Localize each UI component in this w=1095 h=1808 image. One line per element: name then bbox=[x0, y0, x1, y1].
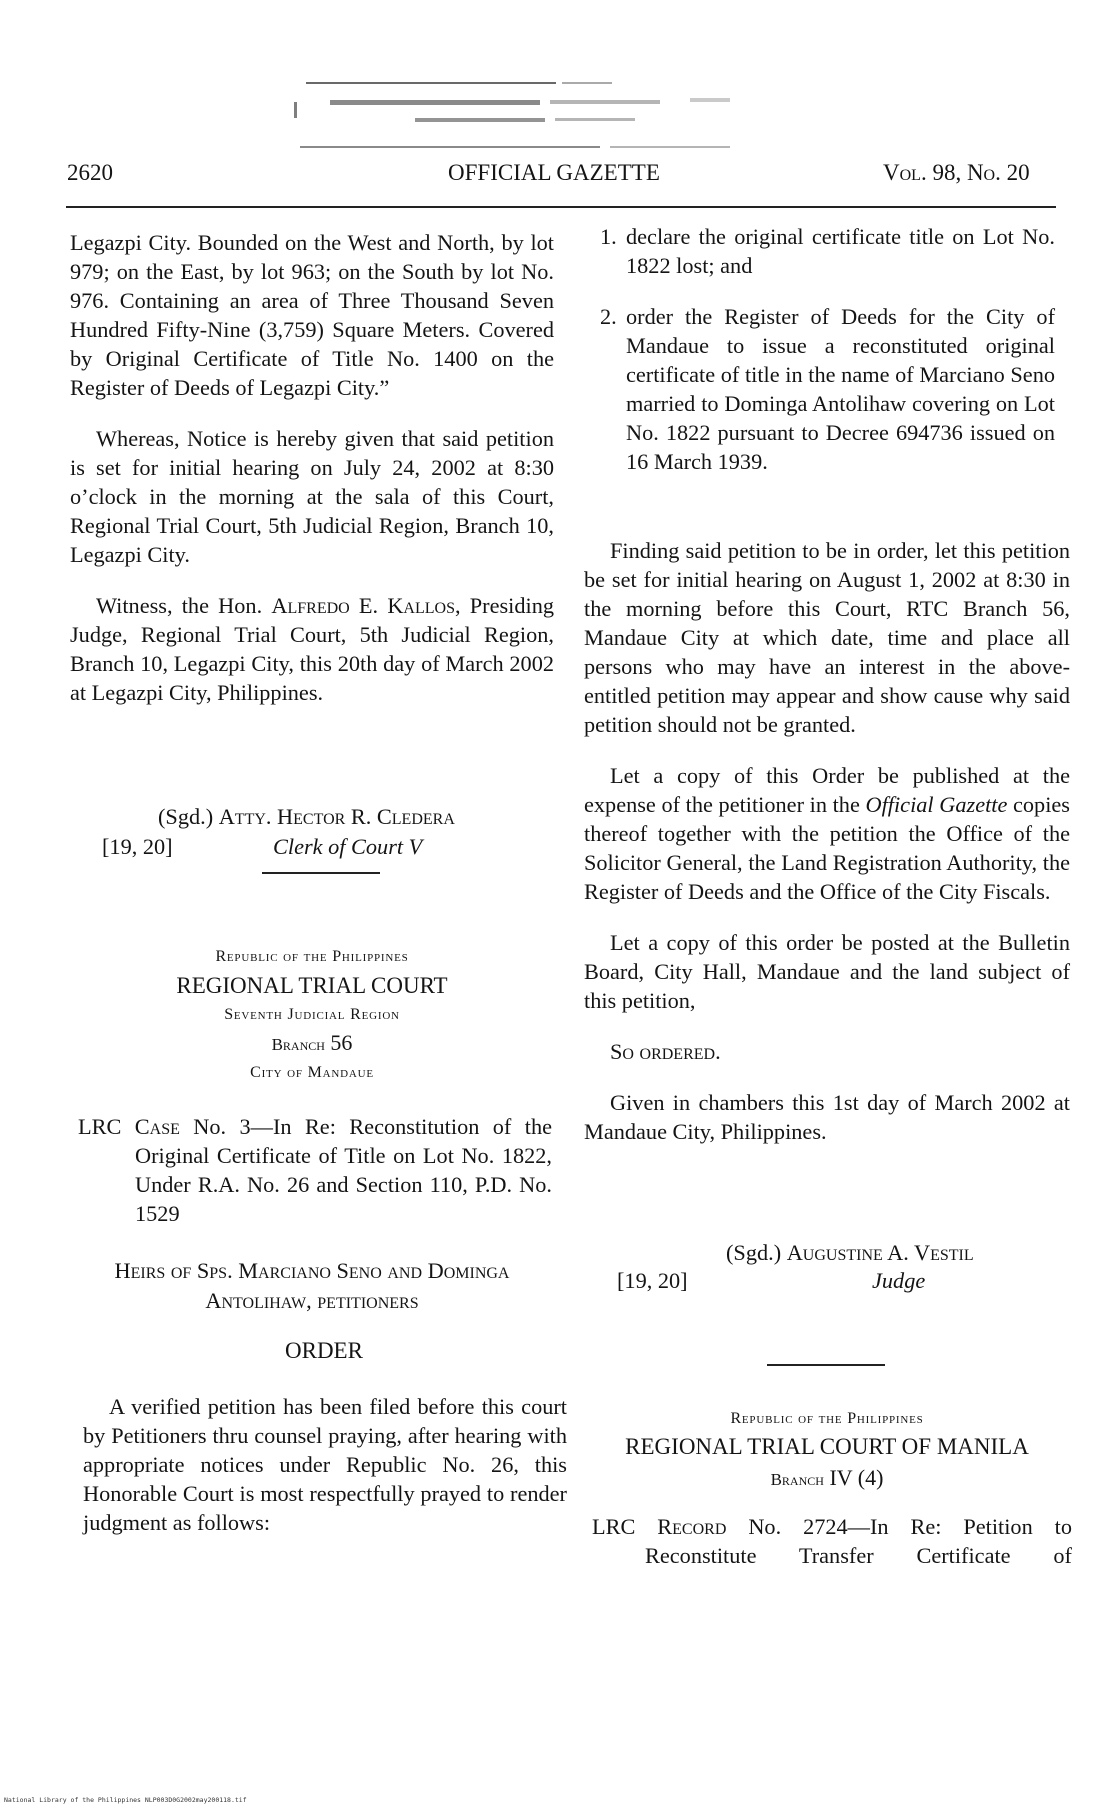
posting-paragraph: Let a copy of this order be posted at the Bulletin Board, City Hall, Mandaue and the land subject of this petition, bbox=[584, 930, 1070, 1013]
continuation-paragraph: Legazpi City. Bounded on the West and North, by lot 979; on the East, by lot 963; on the South by lot No. 976. Containing an area of Three Thousand Seven Hundred Fifty-Nine (3,759) Square Meters. Covered by Original Certificate of Title No. 1400 on the Register of Deeds of Legazpi City.” bbox=[70, 230, 554, 400]
branch-line bbox=[70, 1030, 554, 1056]
header-rule bbox=[66, 206, 1056, 208]
left-issue-number: [19, 20] bbox=[102, 834, 173, 859]
left-signature-line bbox=[158, 802, 558, 831]
section-divider bbox=[262, 872, 380, 874]
branch-label: Branch bbox=[271, 1035, 325, 1054]
item-number: 2. bbox=[600, 304, 617, 329]
item-number: 1. bbox=[600, 224, 617, 249]
item-text: declare the original certificate title on Lot No. 1822 lost; and bbox=[626, 224, 1055, 278]
case-rest: No. 3—In Re: Reconstitution of the Original Certificate of Title on Lot No. 1822, Under R.A. No. 26 and Section 110, P.D. No. 1529 bbox=[135, 1114, 552, 1226]
branch-number: IV (4) bbox=[829, 1465, 884, 1490]
relief-list bbox=[600, 222, 1055, 476]
clerk-name: Atty. Hector R. Cledera bbox=[218, 804, 455, 829]
branch-line bbox=[584, 1465, 1070, 1491]
case-rest: No. 2724—In Re: Petition to Reconstitute Transfer Certificate of bbox=[645, 1514, 1072, 1568]
scan-footer: National Library of the Philippines NLP003D0G2002may200118.tif bbox=[4, 1796, 247, 1804]
case-lead: LRC Case bbox=[78, 1114, 180, 1139]
clerk-position: Clerk of Court V bbox=[273, 834, 423, 859]
parties-line-1: Heirs of Sps. Marciano Seno and Dominga bbox=[114, 1258, 510, 1283]
publish-paragraph bbox=[584, 761, 1070, 906]
judge-position: Judge bbox=[872, 1268, 926, 1293]
so-ordered: So ordered. bbox=[610, 1039, 721, 1064]
page-number: 2620 bbox=[67, 160, 113, 185]
volume-info: Vol. 98, No. 20 bbox=[883, 160, 1030, 185]
judicial-region: Seventh Judicial Region bbox=[224, 1006, 400, 1023]
left-column bbox=[70, 228, 554, 707]
court-name: REGIONAL TRIAL COURT OF MANILA bbox=[625, 1434, 1029, 1459]
item-text: order the Register of Deeds for the City of Mandaue to issue a reconstituted original certificate of title in the name of Marciano Seno married to Dominga Antolihaw covering on Lot No. 1822 pursuant to Decree 694736 issued on 16 March 1939. bbox=[626, 304, 1055, 474]
witness-rest: , Presiding Judge, Regional Trial Court, 5th Judicial Region, Branch 10, Legazpi City, this 20th day of March 2002 at Legazpi City, Philippines. bbox=[70, 593, 555, 705]
sgd-label: (Sgd.) bbox=[726, 1240, 787, 1265]
publish-prefix: Let a copy of this Order be published at the expense of the petitioner in the bbox=[584, 763, 1070, 817]
republic-heading: Republic of the Philippines bbox=[215, 948, 409, 965]
finding-paragraph: Finding said petition to be in order, let this petition be set for initial hearing on August 1, 2002 at 8:30 in the morning before this Court, RTC Branch 56, Mandaue City at which date, time and place all persons who may have an interest in the above-entitled petition may appear and show cause why said petition should not be granted. bbox=[584, 538, 1070, 737]
relief-item-2 bbox=[600, 302, 1055, 476]
judge-signatory: Augustine A. Vestil bbox=[786, 1240, 974, 1265]
whereas-paragraph: Whereas, Notice is hereby given that said petition is set for initial hearing on July 24, 2002 at 8:30 o’clock in the morning at the sala of this Court, Regional Trial Court, 5th Judicial Region, Branch 10, Legazpi City. bbox=[70, 426, 554, 567]
witness-paragraph bbox=[70, 591, 554, 707]
republic-heading: Republic of the Philippines bbox=[730, 1410, 924, 1427]
order-paragraph: A verified petition has been filed before this court by Petitioners thru counsel praying, after hearing with appropriate notices under Republic No. 26, this Honorable Court is most respectfully prayed to render judgment as follows: bbox=[83, 1394, 567, 1535]
gazette-title: OFFICIAL GAZETTE bbox=[448, 160, 660, 185]
order-heading: ORDER bbox=[285, 1338, 363, 1363]
court-name: REGIONAL TRIAL COURT bbox=[176, 973, 448, 998]
relief-item-1 bbox=[600, 222, 1055, 280]
right-issue-number: [19, 20] bbox=[617, 1268, 688, 1293]
sgd-label: (Sgd.) bbox=[158, 804, 219, 829]
gazette-reference: Official Gazette bbox=[865, 792, 1008, 817]
scan-artifact bbox=[300, 78, 795, 156]
branch-label: Branch bbox=[770, 1470, 824, 1489]
section-divider bbox=[767, 1364, 885, 1366]
right-signature-line bbox=[726, 1238, 1066, 1267]
given-paragraph: Given in chambers this 1st day of March 2002 at Mandaue City, Philippines. bbox=[584, 1090, 1070, 1144]
case-title bbox=[78, 1112, 552, 1228]
case-lead: LRC Record bbox=[592, 1514, 727, 1539]
publish-rest: copies thereof together with the petition the Office of the Solicitor General, the Land Registration Authority, the Register of Deeds and the Office of the City Fiscals. bbox=[584, 792, 1070, 904]
witness-prefix: Witness, the Hon. bbox=[96, 593, 272, 618]
parties-line-2: Antolihaw, petitioners bbox=[205, 1288, 419, 1313]
judge-name: Alfredo E. Kallos bbox=[271, 593, 455, 618]
city-heading: City of Mandaue bbox=[250, 1064, 374, 1081]
case-title-2 bbox=[592, 1512, 1072, 1570]
order-paragraph-block bbox=[83, 1392, 567, 1537]
branch-number: 56 bbox=[330, 1030, 353, 1055]
right-column-body bbox=[584, 536, 1070, 1146]
